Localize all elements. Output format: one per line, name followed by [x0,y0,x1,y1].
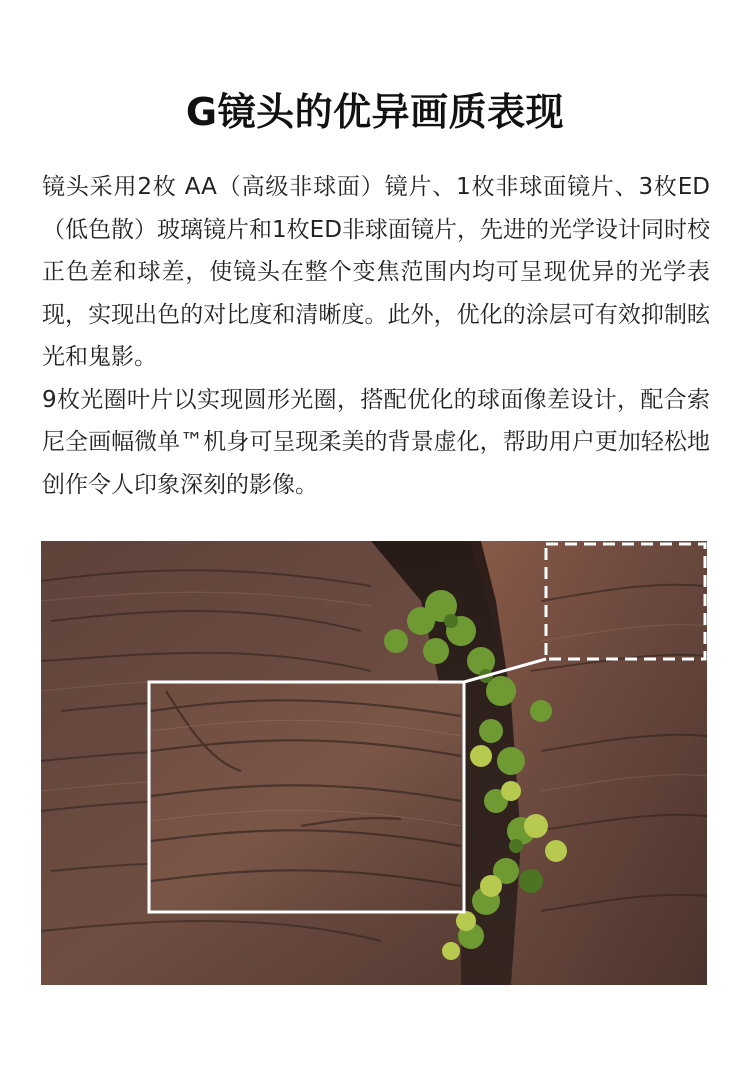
description-text [42,166,710,506]
page-title: G镜头的优异画质表现 [185,90,565,134]
canyon-illustration [41,541,707,985]
paragraph-bokeh: 9枚光圈叶片以实现圆形光圈，搭配优化的球面像差设计，配合索尼全画幅微单™机身可呈现柔美的背景虚化，帮助用户更加轻松地创作令人印象深刻的影像。 [42,386,710,498]
paragraph-optics: 镜头采用2枚 AA（高级非球面）镜片、1枚非球面镜片、3枚ED（低色散）玻璃镜片和1枚ED非球面镜片，先进的光学设计同时校正色差和球差，使镜头在整个变焦范围内均可呈现优异的光学表现，实现出色的对比度和清晰度。此外，优化的涂层可有效抑制眩光和鬼影。 [42,174,710,370]
sample-photo [41,541,707,985]
